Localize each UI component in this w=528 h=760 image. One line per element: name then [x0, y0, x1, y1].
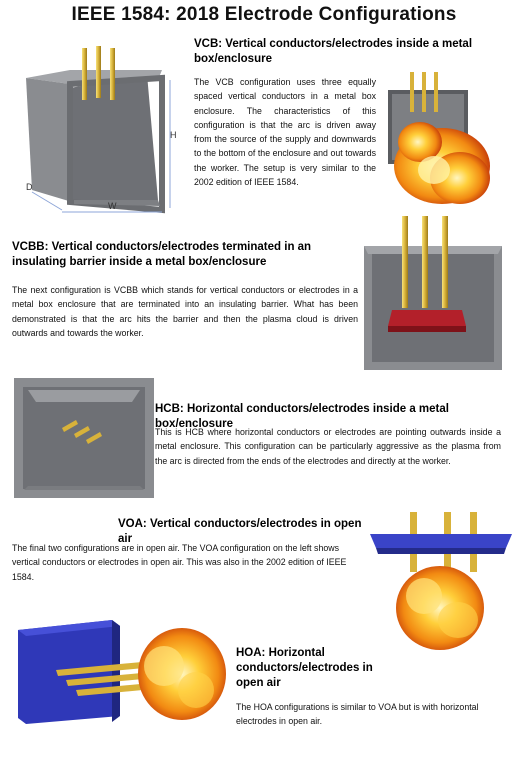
insulator-plate — [370, 534, 512, 548]
vcb-heading: VCB: Vertical conductors/electrodes inside a metal box/enclosure — [194, 38, 473, 65]
voa-heading: VOA: Vertical conductors/electrodes in open air — [118, 518, 362, 545]
electrode — [82, 48, 87, 100]
hcb-enclosure-diagram — [14, 378, 154, 498]
electrode — [110, 48, 115, 100]
vcb-arc-flash-image — [382, 70, 504, 208]
electrode — [402, 216, 408, 308]
voa-body: The final two configurations are in open air. The VOA configuration on the left shows vertical conductors or electrodes in open air. This was also in the 2002 edition of IEEE 1584. — [12, 543, 347, 582]
vcb-enclosure-diagram — [12, 40, 200, 216]
electrode — [442, 216, 448, 308]
vcbb-body: The next configuration is VCBB which stands for vertical conductors or electrodes in a metal box enclosure that are terminated into an insulating barrier. What has been demonstrated is that the arc hits the barrier and then the plasma cloud is driven outwards and towards the worker. — [12, 285, 358, 338]
vcbb-heading: VCBB: Vertical conductors/electrodes terminated in an insulating barrier inside a metal box/enclosure — [12, 241, 312, 268]
width-label: W — [108, 201, 117, 211]
fire-icon — [394, 122, 490, 204]
voa-arc-flash-image — [366, 508, 516, 656]
depth-label: D — [26, 182, 33, 192]
hcb-body: This is HCB where horizontal conductors or electrodes are pointing outwards inside a metal enclosure. This configuration can be particularly aggressive as the plasma from the arc is directed from the ends of the electrodes and directly at the worker. — [155, 427, 501, 466]
hoa-body: The HOA configurations is similar to VOA but is with horizontal electrodes in open air. — [236, 702, 479, 727]
vcb-body: The VCB configuration uses three equally spaced vertical conductors in a metal box enclosure. The characteristics of this configuration is that the arc is driven away from the source of the supply and downwards to the bottom of the enclosure and out towards the worker. The setup is very similar to the 2002 edition of IEEE 1584. — [194, 77, 376, 188]
electrode — [422, 216, 428, 308]
electrode — [434, 72, 438, 112]
fire-icon — [396, 566, 484, 650]
fire-icon — [138, 628, 226, 720]
height-label: H — [170, 130, 177, 140]
electrode — [410, 72, 414, 112]
electrode — [96, 46, 101, 98]
electrode — [422, 72, 426, 112]
hoa-arc-flash-image — [12, 612, 228, 732]
page-title: IEEE 1584: 2018 Electrode Configurations — [71, 4, 457, 25]
enclosure — [368, 250, 498, 366]
insulating-barrier — [388, 310, 466, 326]
vcbb-enclosure-diagram — [362, 214, 510, 372]
hoa-heading: HOA: Horizontal conductors/electrodes in open air — [236, 647, 373, 689]
enclosure-side — [26, 78, 72, 202]
hcb-heading: HCB: Horizontal conductors/electrodes inside a metal box/enclosure — [155, 403, 449, 430]
